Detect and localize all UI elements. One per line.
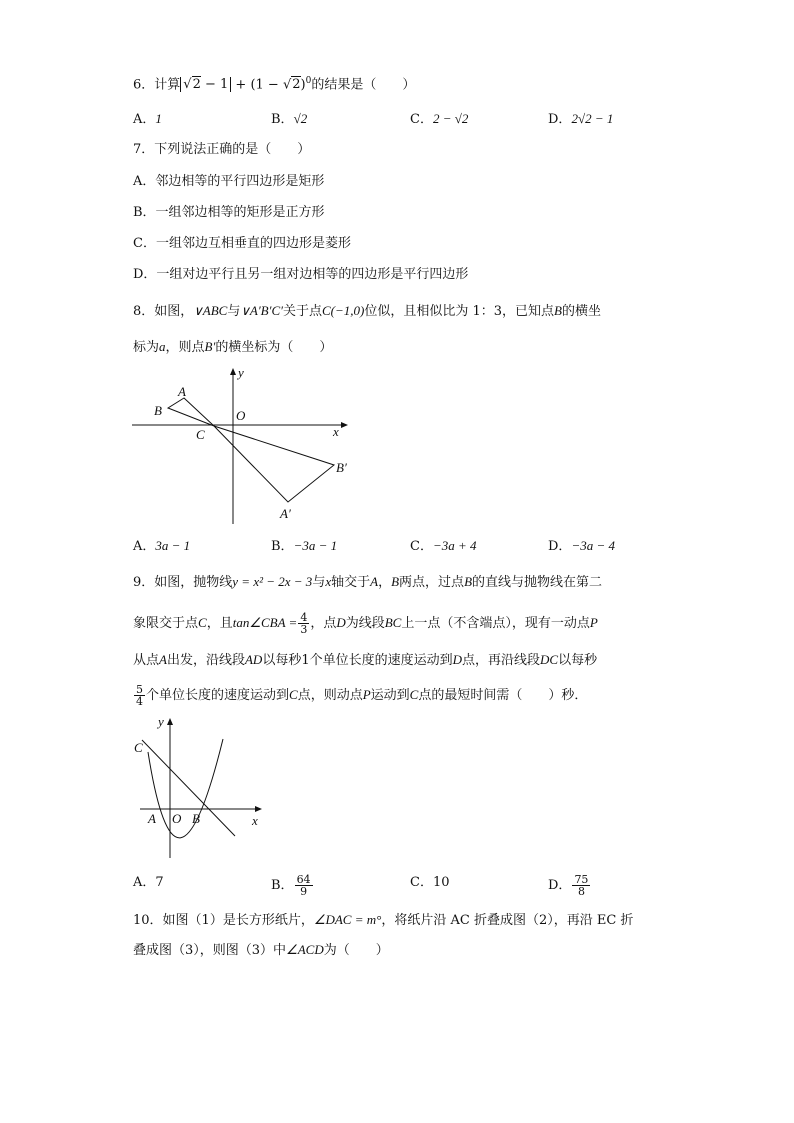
q9-label-x: x	[252, 813, 258, 828]
q8-label-y: y	[238, 365, 244, 380]
q7-option-a[interactable]: A．邻边相等的平行四边形是矩形	[133, 174, 325, 189]
q7-option-d[interactable]: D．一组对边平行且另一组对边相等的四边形是平行四边形	[133, 267, 469, 282]
q10-stem-line1: 10．如图（1）是长方形纸片，∠DAC = m°，将纸片沿 AC 折叠成图（2），再沿 EC 折	[133, 912, 634, 928]
q9-option-a[interactable]: A．7	[133, 875, 164, 890]
q9-option-c[interactable]: C．10	[410, 875, 450, 890]
q10-stem-line2: 叠成图（3），则图（3）中∠ACD为（ ）	[133, 942, 389, 958]
q8-option-d[interactable]: D．−3a − 4	[548, 538, 615, 554]
q8-label-ap: A′	[280, 506, 291, 521]
q8-label-c: C	[196, 427, 205, 442]
q8-y-arrow	[230, 368, 236, 375]
q9-label-a: A	[148, 811, 156, 826]
q6-abs-expression: √2 − 1	[180, 77, 231, 92]
q9-label-c: C	[134, 740, 143, 755]
q8-label-b: B	[154, 403, 162, 418]
q9-label-b: B	[192, 811, 200, 826]
q9-stem-line4: $\frac{5}{4}$ 个单位长度的速度运动到C点，则动点P运动到C点的最短时间需（ ）秒．	[136, 683, 588, 708]
q8-label-o: O	[236, 408, 246, 423]
q8-triangle-apbpc	[214, 426, 334, 502]
q8-option-b[interactable]: B．−3a − 1	[271, 538, 338, 554]
q9-stem-line1: 9．如图，抛物线y = x² − 2x − 3与x轴交于A，B两点，过点B的直线与抛物线在第二	[133, 574, 603, 590]
q8-option-c[interactable]: C．−3a + 4	[410, 538, 477, 554]
q9-option-d[interactable]: D． $\frac{75}{8}$	[548, 873, 589, 898]
q9-option-b[interactable]: B． $\frac{64}{9}$	[271, 873, 311, 898]
q8-label-a: A	[178, 384, 186, 399]
q9-stem-line3: 从点A出发，沿线段AD以每秒1个单位长度的速度运动到D点，再沿线段DC以每秒	[133, 652, 598, 668]
q8-stem-line1: 8．如图，∨ABC与∨A′B′C′关于点C(−1,0)位似，且相似比为 1：3，已知点B的横坐	[133, 303, 602, 319]
q9-stem-line2: 象限交于点C，且tan∠CBA = $\frac{4}{3}$ ，点D为线段BC上一点（不含端点），现有一动点P	[133, 611, 598, 636]
q7-option-b[interactable]: B．一组邻边相等的矩形是正方形	[133, 205, 325, 220]
q6-option-b[interactable]: B．√2	[271, 111, 308, 127]
q8-stem-line2: 标为a，则点B′的横坐标为（ ）	[133, 339, 333, 355]
q8-triangle-abc	[168, 398, 214, 426]
q8-option-a[interactable]: A．3a − 1	[133, 538, 191, 554]
q6-option-a[interactable]: A．1	[133, 111, 162, 127]
q6-option-d[interactable]: D．2√2 − 1	[548, 111, 614, 127]
q9-figure	[130, 712, 270, 860]
q6-stem: 6．计算 $√2 - 1 + (1 - √2)^0$的结果是（ ）	[133, 76, 416, 93]
q9-label-y: y	[158, 714, 164, 729]
q8-label-bp: B′	[336, 460, 347, 475]
q9-label-o: O	[172, 811, 182, 826]
q8-x-arrow	[341, 422, 348, 428]
q7-stem: 7．下列说法正确的是（ ）	[133, 142, 311, 157]
q8-label-x: x	[333, 424, 339, 439]
q9-x-arrow	[255, 806, 262, 812]
q8-figure	[130, 364, 360, 526]
q9-y-arrow	[167, 718, 173, 725]
q9-parabola	[148, 739, 223, 838]
q7-option-c[interactable]: C．一组邻边互相垂直的四边形是菱形	[133, 236, 351, 251]
q6-option-c[interactable]: C．2 − √2	[410, 111, 469, 127]
